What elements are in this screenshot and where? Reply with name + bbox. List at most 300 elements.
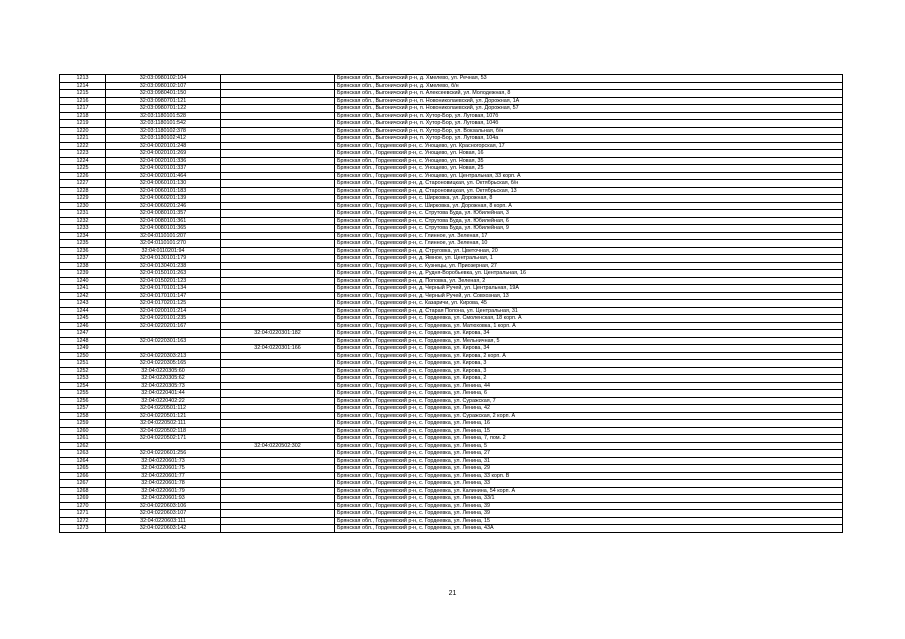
cadastral-number-cell: 32:04:0020101:269 [106, 150, 221, 158]
address-cell: Брянская обл., Гордеевский р-н, с. Струтова Буда, ул. Юбилейная, 6 [335, 217, 843, 225]
cadastral-number-alt-cell [221, 225, 335, 233]
row-number-cell: 1215 [60, 90, 106, 98]
address-cell: Брянская обл., Гордеевский р-н, с. Гордеевка, ул. Ленина, 44 [335, 382, 843, 390]
cadastral-number-cell: 32:03:1180101:542 [106, 120, 221, 128]
table-row [60, 337, 843, 345]
cadastral-number-alt-cell [221, 105, 335, 113]
address-cell: Брянская обл., Гордеевский р-н, с. Гордеевка, ул. Ленина, 31 [335, 457, 843, 465]
address-cell: Брянская обл., Выгоничский р-н, п. Хутор-Бор, ул. Луговая, 107б [335, 112, 843, 120]
table-row [60, 525, 843, 533]
row-number-cell: 1269 [60, 495, 106, 503]
cadastral-number-cell: 32:04:0170201:125 [106, 300, 221, 308]
table-row [60, 150, 843, 158]
address-cell: Брянская обл., Гордеевский р-н, с. Гордеевка, ул. Кирова, 2 [335, 375, 843, 383]
table-row [60, 322, 843, 330]
table-row [60, 187, 843, 195]
cadastral-number-cell: 32:04:0020101:337 [106, 165, 221, 173]
address-cell: Брянская обл., Гордеевский р-н, с. Гордеевка, ул. Калинина, 54 корп. А [335, 487, 843, 495]
row-number-cell: 1263 [60, 450, 106, 458]
table-row [60, 82, 843, 90]
row-number-cell: 1219 [60, 120, 106, 128]
table-row [60, 232, 843, 240]
cadastral-number-cell: 32:04:0110101:270 [106, 240, 221, 248]
row-number-cell: 1236 [60, 247, 106, 255]
cadastral-number-cell: 32:04:0150101:263 [106, 270, 221, 278]
cadastral-number-alt-cell [221, 382, 335, 390]
cadastral-number-alt-cell [221, 300, 335, 308]
cadastral-number-alt-cell [221, 390, 335, 398]
address-cell: Брянская обл., Гордеевский р-н, с. Глинное, ул. Зеленая, 10 [335, 240, 843, 248]
cadastral-number-alt-cell [221, 240, 335, 248]
table-row [60, 375, 843, 383]
row-number-cell: 1273 [60, 525, 106, 533]
row-number-cell: 1253 [60, 375, 106, 383]
cadastral-number-cell: 32:04:0200101:214 [106, 307, 221, 315]
row-number-cell: 1260 [60, 427, 106, 435]
table-row [60, 495, 843, 503]
row-number-cell: 1254 [60, 382, 106, 390]
row-number-cell: 1223 [60, 150, 106, 158]
address-cell: Брянская обл., Гордеевский р-н, с. Ширковка, ул. Дорожная, 8 [335, 195, 843, 203]
row-number-cell: 1227 [60, 180, 106, 188]
cadastral-number-cell: 32:04:0220603:107 [106, 510, 221, 518]
row-number-cell: 1222 [60, 142, 106, 150]
cadastral-number-cell: 32:04:0020101:464 [106, 172, 221, 180]
row-number-cell: 1225 [60, 165, 106, 173]
row-number-cell: 1258 [60, 412, 106, 420]
address-cell: Брянская обл., Гордеевский р-н, д. Ямное, ул. Центральная, 1 [335, 255, 843, 263]
table-row [60, 502, 843, 510]
table-row [60, 442, 843, 450]
address-cell: Брянская обл., Гордеевский р-н, с. Гордеевка, ул. Ленина, 29 [335, 465, 843, 473]
table-row [60, 292, 843, 300]
address-cell: Брянская обл., Гордеевский р-н, д. Струговка, ул. Цветочная, 20 [335, 247, 843, 255]
table-row [60, 450, 843, 458]
address-cell: Брянская обл., Гордеевский р-н, с. Гордеевка, ул. Ленина, 33/1 [335, 495, 843, 503]
table-row [60, 270, 843, 278]
cadastral-number-alt-cell [221, 315, 335, 323]
address-cell: Брянская обл., Гордеевский р-н, с. Гордеевка, ул. Кирова, 34 [335, 330, 843, 338]
cadastral-number-alt-cell [221, 270, 335, 278]
cadastral-number-cell: 32:04:0080101:361 [106, 217, 221, 225]
address-cell: Брянская обл., Гордеевский р-н, с. Ширковка, ул. Дорожная, 8 корп. А [335, 202, 843, 210]
cadastral-number-cell: 32:04:0220603:106 [106, 502, 221, 510]
cadastral-number-cell: 32:04:0060101:130 [106, 180, 221, 188]
table-row [60, 487, 843, 495]
cadastral-number-cell: 32:04:0220603:142 [106, 525, 221, 533]
cadastral-number-cell: 32:04:0220601:75 [106, 465, 221, 473]
cadastral-number-alt-cell [221, 97, 335, 105]
cadastral-number-alt-cell [221, 180, 335, 188]
row-number-cell: 1240 [60, 277, 106, 285]
row-number-cell: 1256 [60, 397, 106, 405]
cadastral-number-cell: 32:04:0220305:60 [106, 367, 221, 375]
address-cell: Брянская обл., Гордеевский р-н, с. Унощево, ул. Красногорская, 17 [335, 142, 843, 150]
table-row [60, 225, 843, 233]
cadastral-number-cell: 32:03:0980102:107 [106, 82, 221, 90]
cadastral-number-cell: 32:04:0060201:246 [106, 202, 221, 210]
table-row [60, 405, 843, 413]
cadastral-number-cell: 32:03:0980401:150 [106, 90, 221, 98]
cadastral-number-alt-cell [221, 157, 335, 165]
address-cell: Брянская обл., Гордеевский р-н, д. Рудня-Воробьевка, ул. Центральная, 16 [335, 270, 843, 278]
cadastral-number-cell: 32:04:0220301:163 [106, 337, 221, 345]
table-row [60, 210, 843, 218]
address-cell: Брянская обл., Выгоничский р-н, п. Хутор-Бор, ул. Луговая, 104а [335, 135, 843, 143]
address-cell: Брянская обл., Выгоничский р-н, д. Хмелево, б/н [335, 82, 843, 90]
cadastral-number-cell: 32:04:0020101:336 [106, 157, 221, 165]
row-number-cell: 1233 [60, 225, 106, 233]
cadastral-number-cell: 32:04:0220601:77 [106, 472, 221, 480]
table-row [60, 397, 843, 405]
row-number-cell: 1237 [60, 255, 106, 263]
address-cell: Брянская обл., Гордеевский р-н, д. Старая Полона, ул. Центральная, 31 [335, 307, 843, 315]
table-row [60, 510, 843, 518]
property-table [59, 74, 843, 533]
address-cell: Брянская обл., Выгоничский р-н, п. Хутор-Бор, ул. Луговая, 104б [335, 120, 843, 128]
cadastral-number-alt-cell: 32:04:0220502:302 [221, 442, 335, 450]
table-row [60, 382, 843, 390]
table-row [60, 345, 843, 353]
cadastral-number-cell: 32:04:0220601:78 [106, 480, 221, 488]
address-cell: Брянская обл., Гордеевский р-н, с. Гордеевка, ул. Кирова, 3 [335, 367, 843, 375]
table-row [60, 97, 843, 105]
cadastral-number-cell: 32:04:0220603:111 [106, 517, 221, 525]
row-number-cell: 1264 [60, 457, 106, 465]
row-number-cell: 1242 [60, 292, 106, 300]
cadastral-number-cell [106, 345, 221, 353]
table-row [60, 480, 843, 488]
page-number: 21 [448, 590, 457, 597]
address-cell: Брянская обл., Выгоничский р-н, п. Новониколаевский, ул. Дорожная, 57 [335, 105, 843, 113]
cadastral-number-alt-cell [221, 142, 335, 150]
cadastral-number-alt-cell [221, 367, 335, 375]
row-number-cell: 1218 [60, 112, 106, 120]
row-number-cell: 1257 [60, 405, 106, 413]
table-row [60, 427, 843, 435]
cadastral-number-cell: 32:04:0220101:235 [106, 315, 221, 323]
row-number-cell: 1262 [60, 442, 106, 450]
row-number-cell: 1234 [60, 232, 106, 240]
cadastral-number-cell: 32:04:0220601:79 [106, 487, 221, 495]
cadastral-number-cell: 32:03:0980701:121 [106, 97, 221, 105]
address-cell: Брянская обл., Гордеевский р-н, с. Гордеевка, ул. Ленина, 39 [335, 502, 843, 510]
address-cell: Брянская обл., Гордеевский р-н, с. Гордеевка, ул. Суражская, 2 корп. А [335, 412, 843, 420]
cadastral-number-cell: 32:04:0220305:62 [106, 375, 221, 383]
address-cell: Брянская обл., Гордеевский р-н, с. Гордеевка, ул. Матюховка, 1 корп. А [335, 322, 843, 330]
row-number-cell: 1238 [60, 262, 106, 270]
address-cell: Брянская обл., Гордеевский р-н, с. Гордеевка, ул. Ленина, 43А [335, 525, 843, 533]
cadastral-number-cell: 32:04:0020101:248 [106, 142, 221, 150]
cadastral-number-cell: 32:04:0130101:179 [106, 255, 221, 263]
cadastral-number-alt-cell [221, 90, 335, 98]
address-cell: Брянская обл., Гордеевский р-н, с. Гордеевка, ул. Ленина, 39 [335, 510, 843, 518]
table-row [60, 217, 843, 225]
cadastral-number-alt-cell [221, 397, 335, 405]
table-row [60, 165, 843, 173]
cadastral-number-cell: 32:04:0220401:44 [106, 390, 221, 398]
address-cell: Брянская обл., Гордеевский р-н, д. Староновицкая, ул. Октябрьская, б/н [335, 180, 843, 188]
row-number-cell: 1255 [60, 390, 106, 398]
cadastral-number-cell: 32:03:0980701:122 [106, 105, 221, 113]
cadastral-number-alt-cell [221, 420, 335, 428]
address-cell: Брянская обл., Гордеевский р-н, с. Глинное, ул. Зеленая, 17 [335, 232, 843, 240]
address-cell: Брянская обл., Гордеевский р-н, с. Гордеевка, ул. Ленина, 33 корп. В [335, 472, 843, 480]
cadastral-number-cell: 32:04:0220305:165 [106, 360, 221, 368]
cadastral-number-alt-cell [221, 247, 335, 255]
cadastral-number-alt-cell [221, 510, 335, 518]
table-row [60, 472, 843, 480]
table-row [60, 157, 843, 165]
table-row [60, 315, 843, 323]
row-number-cell: 1214 [60, 82, 106, 90]
cadastral-number-alt-cell [221, 232, 335, 240]
cadastral-number-alt-cell [221, 472, 335, 480]
row-number-cell: 1235 [60, 240, 106, 248]
address-cell: Брянская обл., Гордеевский р-н, с. Гордеевка, ул. Кирова, 2 корп. А [335, 352, 843, 360]
row-number-cell: 1213 [60, 75, 106, 83]
row-number-cell: 1271 [60, 510, 106, 518]
cadastral-number-cell: 32:04:0110101:207 [106, 232, 221, 240]
table-row [60, 180, 843, 188]
document-sheet [59, 74, 842, 533]
row-number-cell: 1251 [60, 360, 106, 368]
cadastral-number-cell: 32:03:0980102:104 [106, 75, 221, 83]
cadastral-number-alt-cell [221, 517, 335, 525]
row-number-cell: 1232 [60, 217, 106, 225]
cadastral-number-cell: 32:04:0220502:171 [106, 435, 221, 443]
address-cell: Брянская обл., Гордеевский р-н, с. Гордеевка, ул. Ленина, 7, пом. 2 [335, 435, 843, 443]
cadastral-number-cell: 32:04:0080101:365 [106, 225, 221, 233]
address-cell: Брянская обл., Гордеевский р-н, с. Гордеевка, ул. Ленина, 33 [335, 480, 843, 488]
address-cell: Брянская обл., Гордеевский р-н, с. Гордеевка, ул. Смоленская, 18 корп. А [335, 315, 843, 323]
address-cell: Брянская обл., Гордеевский р-н, с. Струтова Буда, ул. Юбилейная, 3 [335, 210, 843, 218]
cadastral-number-alt-cell [221, 127, 335, 135]
table-row [60, 262, 843, 270]
table-row [60, 517, 843, 525]
cadastral-number-cell: 32:04:0220501:112 [106, 405, 221, 413]
address-cell: Брянская обл., Выгоничский р-н, п. Новониколаевский, ул. Дорожная, 1А [335, 97, 843, 105]
row-number-cell: 1244 [60, 307, 106, 315]
cadastral-number-alt-cell [221, 375, 335, 383]
cadastral-number-alt-cell [221, 150, 335, 158]
row-number-cell: 1230 [60, 202, 106, 210]
address-cell: Брянская обл., Гордеевский р-н, с. Унощево, ул. Новая, 16 [335, 150, 843, 158]
row-number-cell: 1268 [60, 487, 106, 495]
row-number-cell: 1241 [60, 285, 106, 293]
table-row [60, 390, 843, 398]
table-row [60, 285, 843, 293]
row-number-cell: 1239 [60, 270, 106, 278]
row-number-cell: 1259 [60, 420, 106, 428]
row-number-cell: 1266 [60, 472, 106, 480]
table-row [60, 247, 843, 255]
cadastral-number-alt-cell [221, 120, 335, 128]
address-cell: Брянская обл., Гордеевский р-н, с. Гордеевка, ул. Ленина, 5 [335, 442, 843, 450]
cadastral-number-alt-cell [221, 405, 335, 413]
cadastral-number-alt-cell [221, 202, 335, 210]
cadastral-number-alt-cell [221, 465, 335, 473]
table-row [60, 277, 843, 285]
cadastral-number-alt-cell [221, 172, 335, 180]
cadastral-number-cell: 32:04:0130401:238 [106, 262, 221, 270]
cadastral-number-alt-cell [221, 135, 335, 143]
address-cell: Брянская обл., Гордеевский р-н, с. Кузнецы, ул. Приозерная, 27 [335, 262, 843, 270]
row-number-cell: 1231 [60, 210, 106, 218]
table-row [60, 112, 843, 120]
cadastral-number-cell: 32:04:0220402:22 [106, 397, 221, 405]
cadastral-number-alt-cell [221, 195, 335, 203]
table-row [60, 307, 843, 315]
cadastral-number-cell: 32:04:0220601:73 [106, 457, 221, 465]
address-cell: Брянская обл., Гордеевский р-н, с. Гордеевка, ул. Ленина, 6 [335, 390, 843, 398]
cadastral-number-cell [106, 442, 221, 450]
table-row [60, 202, 843, 210]
cadastral-number-alt-cell [221, 255, 335, 263]
address-cell: Брянская обл., Гордеевский р-н, с. Струтова Буда, ул. Юбилейная, 9 [335, 225, 843, 233]
table-row [60, 435, 843, 443]
cadastral-number-alt-cell [221, 337, 335, 345]
cadastral-number-alt-cell [221, 450, 335, 458]
row-number-cell: 1226 [60, 172, 106, 180]
address-cell: Брянская обл., Выгоничский р-н, п. Хутор-Бор, ул. Вокзальная, б/н [335, 127, 843, 135]
table-row [60, 120, 843, 128]
cadastral-number-alt-cell [221, 480, 335, 488]
row-number-cell: 1216 [60, 97, 106, 105]
row-number-cell: 1252 [60, 367, 106, 375]
table-row [60, 352, 843, 360]
cadastral-number-cell: 32:04:0220601:256 [106, 450, 221, 458]
cadastral-number-alt-cell [221, 187, 335, 195]
cadastral-number-alt-cell [221, 165, 335, 173]
row-number-cell: 1221 [60, 135, 106, 143]
address-cell: Брянская обл., Гордеевский р-н, с. Гордеевка, ул. Ленина, 16 [335, 420, 843, 428]
cadastral-number-cell: 32:04:0220303:213 [106, 352, 221, 360]
cadastral-number-cell: 32:04:0080101:357 [106, 210, 221, 218]
cadastral-number-cell: 32:04:0220201:167 [106, 322, 221, 330]
cadastral-number-alt-cell [221, 525, 335, 533]
row-number-cell: 1243 [60, 300, 106, 308]
address-cell: Брянская обл., Выгоничский р-н, д. Хмелево, ул. Речная, 53 [335, 75, 843, 83]
address-cell: Брянская обл., Гордеевский р-н, с. Гордеевка, ул. Суражская, 7 [335, 397, 843, 405]
row-number-cell: 1265 [60, 465, 106, 473]
address-cell: Брянская обл., Гордеевский р-н, с. Гордеевка, ул. Мельничная, 5 [335, 337, 843, 345]
cadastral-number-alt-cell [221, 495, 335, 503]
address-cell: Брянская обл., Гордеевский р-н, д. Черный Ручей, ул. Совхозная, 13 [335, 292, 843, 300]
address-cell: Брянская обл., Гордеевский р-н, с. Гордеевка, ул. Ленина, 15 [335, 517, 843, 525]
cadastral-number-alt-cell [221, 292, 335, 300]
row-number-cell: 1246 [60, 322, 106, 330]
table-row [60, 420, 843, 428]
cadastral-number-cell: 32:03:1180101:528 [106, 112, 221, 120]
cadastral-number-alt-cell [221, 457, 335, 465]
table-row [60, 255, 843, 263]
row-number-cell: 1270 [60, 502, 106, 510]
table-row [60, 172, 843, 180]
row-number-cell: 1249 [60, 345, 106, 353]
table-row [60, 412, 843, 420]
cadastral-number-cell: 32:04:0220502:118 [106, 427, 221, 435]
cadastral-number-cell: 32:04:0060201:139 [106, 195, 221, 203]
cadastral-number-cell: 32:04:0060101:183 [106, 187, 221, 195]
row-number-cell: 1217 [60, 105, 106, 113]
cadastral-number-cell: 32:04:0220601:93 [106, 495, 221, 503]
cadastral-number-alt-cell [221, 217, 335, 225]
row-number-cell: 1261 [60, 435, 106, 443]
cadastral-number-alt-cell [221, 82, 335, 90]
table-row [60, 90, 843, 98]
cadastral-number-cell: 32:04:0170101:147 [106, 292, 221, 300]
cadastral-number-cell: 32:04:0220501:121 [106, 412, 221, 420]
cadastral-number-alt-cell: 32:04:0220301:166 [221, 345, 335, 353]
address-cell: Брянская обл., Гордеевский р-н, с. Гордеевка, ул. Ленина, 15 [335, 427, 843, 435]
cadastral-number-alt-cell [221, 360, 335, 368]
cadastral-number-alt-cell [221, 75, 335, 83]
cadastral-number-cell: 32:04:0220305:73 [106, 382, 221, 390]
cadastral-number-cell: 32:04:0220502:111 [106, 420, 221, 428]
address-cell: Брянская обл., Гордеевский р-н, д. Черный Ручей, ул. Центральная, 19А [335, 285, 843, 293]
cadastral-number-cell: 32:03:1180102:378 [106, 127, 221, 135]
cadastral-number-cell: 32:04:0170101:134 [106, 285, 221, 293]
cadastral-number-alt-cell [221, 352, 335, 360]
address-cell: Брянская обл., Гордеевский р-н, с. Гордеевка, ул. Ленина, 42 [335, 405, 843, 413]
cadastral-number-cell: 32:04:0110201:94 [106, 247, 221, 255]
table-row [60, 367, 843, 375]
table-row [60, 457, 843, 465]
cadastral-number-alt-cell [221, 112, 335, 120]
row-number-cell: 1228 [60, 187, 106, 195]
table-row [60, 330, 843, 338]
table-row [60, 360, 843, 368]
row-number-cell: 1248 [60, 337, 106, 345]
address-cell: Брянская обл., Гордеевский р-н, с. Гордеевка, ул. Ленина, 27 [335, 450, 843, 458]
cadastral-number-alt-cell [221, 322, 335, 330]
address-cell: Брянская обл., Гордеевский р-н, с. Гордеевка, ул. Кирова, 3 [335, 360, 843, 368]
row-number-cell: 1272 [60, 517, 106, 525]
cadastral-number-alt-cell [221, 307, 335, 315]
cadastral-number-alt-cell: 32:04:0220301:182 [221, 330, 335, 338]
cadastral-number-alt-cell [221, 427, 335, 435]
address-cell: Брянская обл., Гордеевский р-н, с. Гордеевка, ул. Кирова, 34 [335, 345, 843, 353]
address-cell: Брянская обл., Выгоничский р-н, п. Алексеевский, ул. Молодежная, 8 [335, 90, 843, 98]
cadastral-number-cell: 32:03:1180102:412 [106, 135, 221, 143]
table-row [60, 240, 843, 248]
cadastral-number-alt-cell [221, 412, 335, 420]
cadastral-number-alt-cell [221, 285, 335, 293]
cadastral-number-alt-cell [221, 502, 335, 510]
cadastral-number-alt-cell [221, 487, 335, 495]
table-row [60, 142, 843, 150]
cadastral-number-alt-cell [221, 435, 335, 443]
row-number-cell: 1247 [60, 330, 106, 338]
property-table-body [60, 75, 843, 533]
row-number-cell: 1224 [60, 157, 106, 165]
row-number-cell: 1245 [60, 315, 106, 323]
cadastral-number-alt-cell [221, 262, 335, 270]
address-cell: Брянская обл., Гордеевский р-н, с. Унощево, ул. Центральная, 33 корп. А [335, 172, 843, 180]
table-row [60, 465, 843, 473]
table-row [60, 75, 843, 83]
table-row [60, 127, 843, 135]
address-cell: Брянская обл., Гордеевский р-н, с. Унощево, ул. Новая, 25 [335, 165, 843, 173]
address-cell: Брянская обл., Гордеевский р-н, д. Староновицкая, ул. Октябрьская, 13 [335, 187, 843, 195]
cadastral-number-cell: 32:04:0150201:123 [106, 277, 221, 285]
cadastral-number-cell [106, 330, 221, 338]
row-number-cell: 1220 [60, 127, 106, 135]
table-row [60, 300, 843, 308]
address-cell: Брянская обл., Гордеевский р-н, с. Казаричи, ул. Кирова, 45 [335, 300, 843, 308]
address-cell: Брянская обл., Гордеевский р-н, с. Унощево, ул. Новая, 35 [335, 157, 843, 165]
